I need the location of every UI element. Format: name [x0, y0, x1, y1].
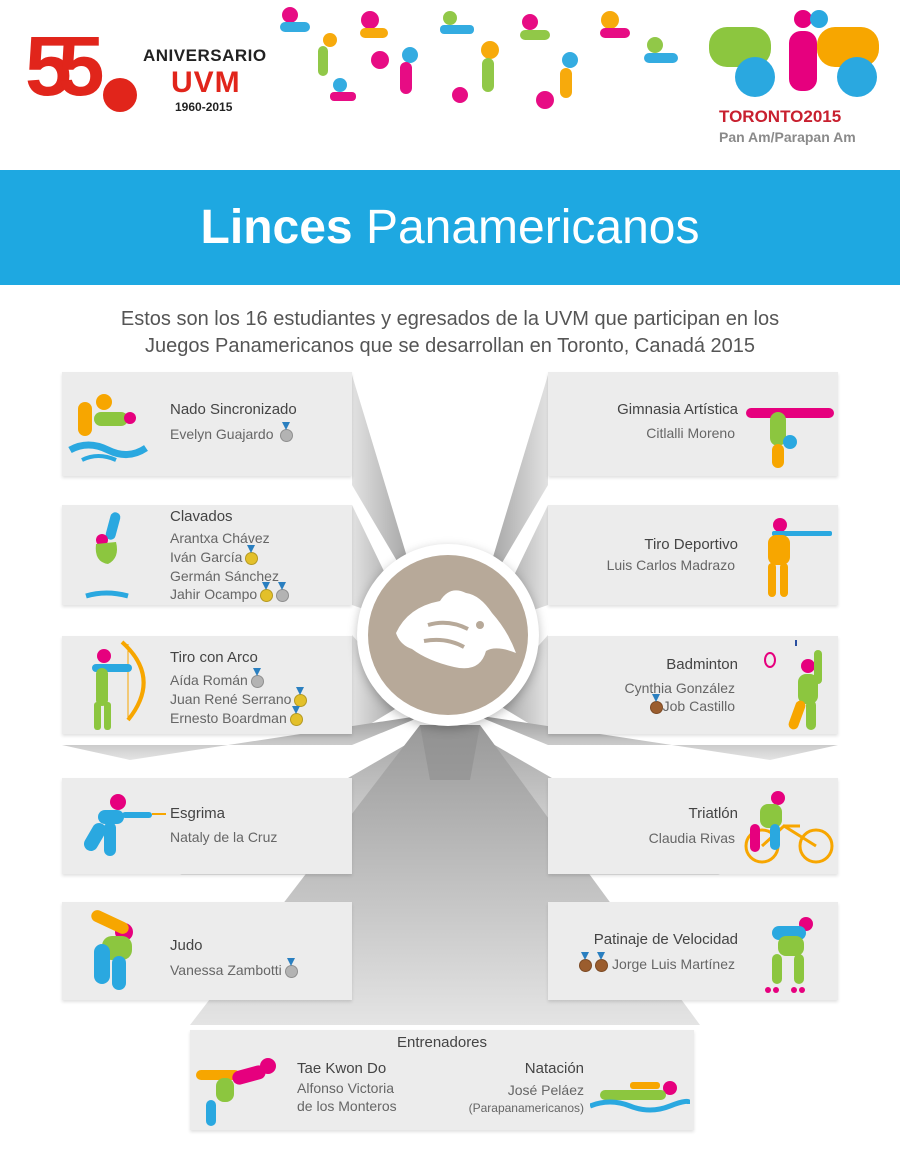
toronto-2015-text: TORONTO2015	[719, 107, 842, 126]
toronto-2015-logo	[705, 5, 895, 150]
athlete-row	[170, 829, 277, 845]
panel-clavados	[62, 505, 352, 605]
sport-name: Tiro con Arco	[170, 649, 258, 666]
athlete-name: Job Castillo	[662, 698, 735, 714]
uvm-anniversary-logo	[25, 19, 275, 120]
sport-name: Tiro Deportivo	[644, 536, 738, 553]
lynx-emblem-inner	[368, 555, 528, 715]
athlete-name: Jorge Luis Martínez	[612, 956, 735, 972]
panel-triatlon	[548, 778, 838, 874]
intro-line-1: Estos son los 16 estudiantes y egresados de la UVM que participan en los	[120, 308, 780, 330]
athlete-row	[576, 956, 735, 972]
panel-esgrima	[62, 778, 352, 874]
pan-am-text: Pan Am/Parapan Am	[719, 129, 856, 145]
sport-name: Nado Sincronizado	[170, 401, 297, 418]
anniversary-label: ANIVERSARIO	[143, 46, 267, 65]
sport-name: Badminton	[666, 656, 738, 673]
athlete-name: Nataly de la Cruz	[170, 829, 278, 845]
intro-text	[0, 306, 900, 360]
athlete-name: Aída Román	[170, 672, 248, 688]
silver-medal-icon	[251, 675, 264, 688]
badminton-icon	[762, 638, 834, 732]
panel-tiro-deportivo	[548, 505, 838, 605]
taekwondo-icon	[192, 1048, 284, 1128]
athlete-name: Ernesto Boardman	[170, 710, 287, 726]
judo-icon	[72, 910, 152, 994]
coaches-panel	[190, 1030, 694, 1130]
athlete-row	[647, 698, 735, 714]
athlete-row	[649, 830, 735, 846]
title-rest: Panamericanos	[365, 201, 700, 254]
swim-sport: Natación	[524, 1060, 584, 1077]
gymnastics-icon	[744, 392, 836, 472]
tkd-sport: Tae Kwon Do	[297, 1060, 387, 1077]
panel-patinaje-de-velocidad	[548, 902, 838, 1000]
globe-icon	[103, 78, 137, 112]
athlete-row	[624, 680, 735, 696]
swim-coach: José Peláez	[507, 1082, 584, 1098]
athlete-name: Evelyn Guajardo	[170, 426, 274, 442]
anniversary-number: 55	[25, 19, 91, 113]
toronto-2015-emblem	[705, 5, 895, 105]
silver-medal-icon	[285, 965, 298, 978]
archery-icon	[82, 638, 162, 732]
athlete-row	[170, 530, 270, 546]
athlete-row	[646, 425, 735, 441]
swimming-icon	[590, 1076, 690, 1116]
athlete-name: Vanessa Zambotti	[170, 962, 282, 978]
shooting-icon	[760, 513, 832, 599]
sport-name: Clavados	[170, 508, 233, 525]
panel-gimnasia-artistica	[548, 372, 838, 476]
sport-name: Esgrima	[170, 805, 226, 822]
gold-medal-icon	[260, 589, 273, 602]
silver-medal-icon	[280, 429, 293, 442]
synchronized-swimming-icon	[68, 382, 148, 462]
bronze-medal-icon	[595, 959, 608, 972]
athlete-row	[170, 426, 293, 442]
sport-name: Gimnasia Artística	[617, 401, 738, 418]
sport-name: Patinaje de Velocidad	[593, 931, 738, 948]
athlete-name: Jahir Ocampo	[170, 586, 258, 602]
anniversary-years: 1960-2015	[175, 100, 233, 114]
gold-medal-icon	[290, 713, 303, 726]
gold-medal-icon	[245, 552, 258, 565]
athlete-row	[170, 586, 289, 602]
speed-skating-icon	[758, 910, 834, 996]
bronze-medal-icon	[579, 959, 592, 972]
athlete-name: Citlalli Moreno	[646, 425, 735, 441]
triathlon-icon	[740, 786, 836, 870]
panel-judo	[62, 902, 352, 1000]
swim-note: (Parapanamericanos)	[468, 1101, 584, 1115]
athletes-pictogram-banner	[260, 0, 700, 120]
panel-tiro-con-arco	[62, 636, 352, 734]
athlete-row	[607, 557, 735, 573]
athlete-name: Arantxa Chávez	[170, 530, 270, 546]
page-title	[0, 200, 900, 255]
athlete-row	[170, 710, 303, 726]
uvm-brand: UVM	[171, 66, 241, 99]
athlete-name: Juan René Serrano	[170, 691, 292, 707]
lynx-emblem	[357, 544, 539, 726]
lynx-head-icon	[368, 555, 528, 715]
panel-nado-sincronizado	[62, 372, 352, 476]
silver-medal-icon	[276, 589, 289, 602]
title-band	[0, 170, 900, 285]
athlete-name: Germán Sánchez	[170, 568, 279, 584]
diving-icon	[82, 510, 142, 600]
athlete-row	[170, 962, 298, 978]
athlete-name: Cynthia González	[624, 680, 735, 696]
athlete-row	[170, 691, 307, 707]
intro-line-2: Juegos Panamericanos que se desarrollan en Toronto, Canadá 2015	[144, 335, 756, 357]
athlete-row	[170, 549, 258, 565]
coaches-heading: Entrenadores	[396, 1034, 488, 1051]
sport-name: Triatlón	[688, 805, 738, 822]
tkd-coach-line-2: de los Monteros	[297, 1098, 397, 1114]
athlete-row	[170, 672, 264, 688]
athlete-name: Luis Carlos Madrazo	[606, 557, 735, 573]
athlete-name: Claudia Rivas	[648, 830, 735, 846]
title-bold: Linces	[200, 201, 353, 254]
athlete-name: Iván García	[170, 549, 243, 565]
bronze-medal-icon	[650, 701, 663, 714]
fencing-icon	[68, 788, 168, 868]
panel-badminton	[548, 636, 838, 734]
tkd-coach-line-1: Alfonso Victoria	[297, 1080, 395, 1096]
sport-name: Judo	[170, 937, 203, 954]
